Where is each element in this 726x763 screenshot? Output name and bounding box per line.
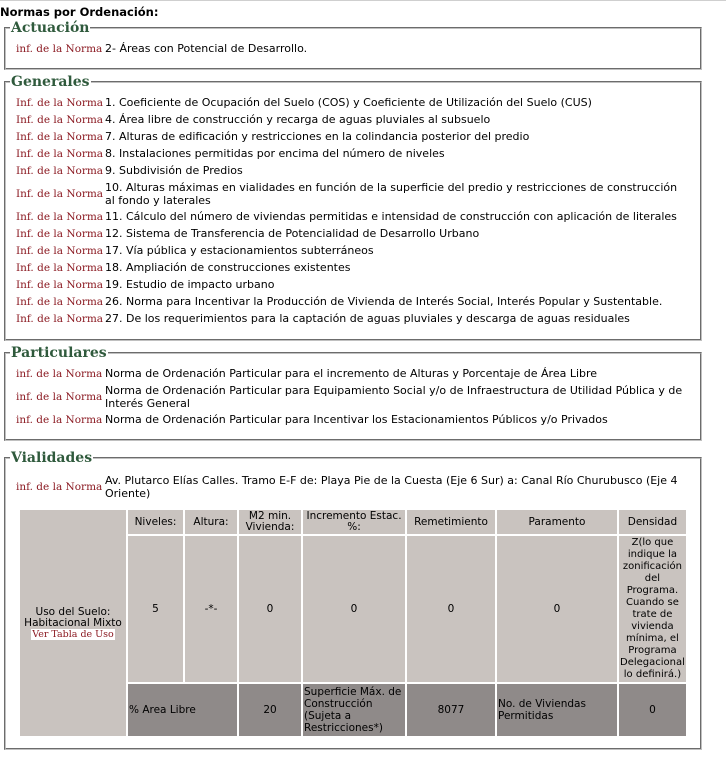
norma-text: 10. Alturas máximas en vialidades en función de la superficie del predio y restricciones de construcción al fondo y laterales: [105, 181, 678, 207]
col-header: Densidad: [619, 510, 686, 534]
list-item: [6, 474, 700, 500]
viviendas-value: 0: [619, 684, 686, 736]
norma-info-link[interactable]: Inf. de la Norma: [16, 188, 104, 200]
norma-info-link[interactable]: Inf. de la Norma: [16, 131, 104, 143]
norma-info-link[interactable]: inf. de la Norma: [16, 368, 103, 380]
col-header: M2 min. Vivienda:: [239, 510, 301, 534]
uso-suelo-label: Uso del Suelo:: [35, 605, 111, 618]
norma-info-link[interactable]: inf. de la Norma: [16, 43, 103, 55]
norma-text: 2- Áreas con Potencial de Desarrollo.: [105, 42, 308, 55]
ver-tabla-uso-link[interactable]: Ver Tabla de Uso: [32, 628, 114, 640]
section-generales: [4, 74, 702, 341]
norma-info-link[interactable]: Inf. de la Norma: [16, 262, 104, 274]
norma-info-link[interactable]: inf. de la Norma: [16, 391, 103, 403]
list-item: [6, 210, 700, 224]
altura-value: -*-: [185, 536, 237, 682]
vialidades-table: [18, 508, 688, 738]
norma-info-link[interactable]: Inf. de la Norma: [16, 279, 104, 291]
norma-text: 7. Alturas de edificación y restricciones en la colindancia posterior del predio: [105, 130, 530, 143]
page-title: Normas por Ordenación:: [0, 5, 159, 19]
norma-info-link[interactable]: inf. de la Norma: [16, 481, 103, 493]
norma-info-link[interactable]: Inf. de la Norma: [16, 296, 104, 308]
norma-info-link[interactable]: Inf. de la Norma: [16, 97, 104, 109]
norma-text: 17. Vía pública y estacionamientos subterráneos: [105, 244, 374, 257]
norma-text: 8. Instalaciones permitidas por encima del número de niveles: [105, 147, 445, 160]
norma-text: 1. Coeficiente de Ocupación del Suelo (COS) y Coeficiente de Utilización del Suelo (CUS): [105, 96, 592, 109]
section-particulares: [4, 345, 702, 441]
norma-info-link[interactable]: Inf. de la Norma: [16, 148, 104, 160]
list-item: [6, 181, 700, 207]
norma-text: 19. Estudio de impacto urbano: [105, 278, 275, 291]
uso-suelo-value: Habitacional Mixto: [24, 616, 122, 629]
norma-text: 11. Cálculo del número de viviendas permitidas e intensidad de construcción con aplicación de literales: [105, 210, 677, 223]
norma-text: 18. Ampliación de construcciones existentes: [105, 261, 351, 274]
list-item: [6, 384, 700, 410]
col-header: Paramento: [497, 510, 617, 534]
norma-text: 9. Subdivisión de Predios: [105, 164, 243, 177]
remetimiento-value: 0: [407, 536, 495, 682]
norma-text: 27. De los requerimientos para la captación de aguas pluviales y descarga de aguas residuales: [105, 312, 630, 325]
norma-info-link[interactable]: Inf. de la Norma: [16, 245, 104, 257]
list-item: [6, 164, 700, 178]
area-libre-label: % Area Libre: [128, 684, 237, 736]
section-legend-particulares: Particulares: [11, 345, 107, 361]
list-item: [6, 278, 700, 292]
uso-suelo-cell: [20, 510, 126, 736]
norma-info-link[interactable]: Inf. de la Norma: [16, 165, 104, 177]
norma-text: 26. Norma para Incentivar la Producción de Vivienda de Interés Social, Interés Popular y Sustentable.: [105, 295, 663, 308]
norma-info-link[interactable]: Inf. de la Norma: [16, 313, 104, 325]
list-item: [6, 147, 700, 161]
norma-text: Norma de Ordenación Particular para el incremento de Alturas y Porcentaje de Área Libre: [105, 367, 598, 380]
section-actuacion: [4, 20, 702, 70]
section-legend-generales: Generales: [11, 74, 90, 90]
superficie-max-label: Superficie Máx. de Construcción (Sujeta a Restricciones*): [303, 684, 405, 736]
list-item: [6, 227, 700, 241]
street-text: Av. Plutarco Elías Calles. Tramo E-F de: Playa Pie de la Cuesta (Eje 6 Sur) a: Canal Río Churubusco (Eje 4 Oriente): [105, 474, 678, 500]
norma-info-link[interactable]: Inf. de la Norma: [16, 211, 104, 223]
incremento-estac-value: 0: [303, 536, 405, 682]
col-header: Altura:: [185, 510, 237, 534]
list-item: [6, 261, 700, 275]
col-header: Niveles:: [128, 510, 183, 534]
list-item: [6, 413, 700, 427]
norma-info-link[interactable]: Inf. de la Norma: [16, 228, 104, 240]
list-item: [6, 367, 700, 381]
norma-text: Norma de Ordenación Particular para Incentivar los Estacionamientos Públicos y/o Privados: [105, 413, 608, 426]
densidad-value: Z(lo que indique la zonificación del Programa. Cuando se trate de vivienda mínima, el Programa Delegacional lo definirá.): [620, 537, 685, 680]
list-item: [6, 244, 700, 258]
norma-info-link[interactable]: inf. de la Norma: [16, 414, 103, 426]
niveles-value: 5: [128, 536, 183, 682]
list-item: [6, 312, 700, 326]
norma-info-link[interactable]: Inf. de la Norma: [16, 114, 104, 126]
list-item: [6, 295, 700, 309]
list-item: [6, 96, 700, 110]
col-header: Remetimiento: [407, 510, 495, 534]
list-item: [6, 130, 700, 144]
top-divider: [0, 0, 726, 1]
viviendas-label: No. de Viviendas Permitidas: [497, 684, 617, 736]
superficie-max-value: 8077: [407, 684, 495, 736]
list-item: [6, 42, 700, 56]
m2-vivienda-value: 0: [239, 536, 301, 682]
col-header: Incremento Estac. %:: [303, 510, 405, 534]
section-legend-vialidades: Vialidades: [11, 450, 93, 466]
norma-text: 4. Área libre de construcción y recarga de aguas pluviales al subsuelo: [105, 113, 491, 126]
list-item: [6, 113, 700, 127]
area-libre-value: 20: [239, 684, 301, 736]
paramento-value: 0: [497, 536, 617, 682]
section-legend-actuacion: Actuación: [11, 20, 90, 36]
norma-text: 12. Sistema de Transferencia de Potencialidad de Desarrollo Urbano: [105, 227, 480, 240]
norma-text: Norma de Ordenación Particular para Equipamiento Social y/o de Infraestructura de Utilidad Pública y de Interés General: [105, 384, 683, 410]
